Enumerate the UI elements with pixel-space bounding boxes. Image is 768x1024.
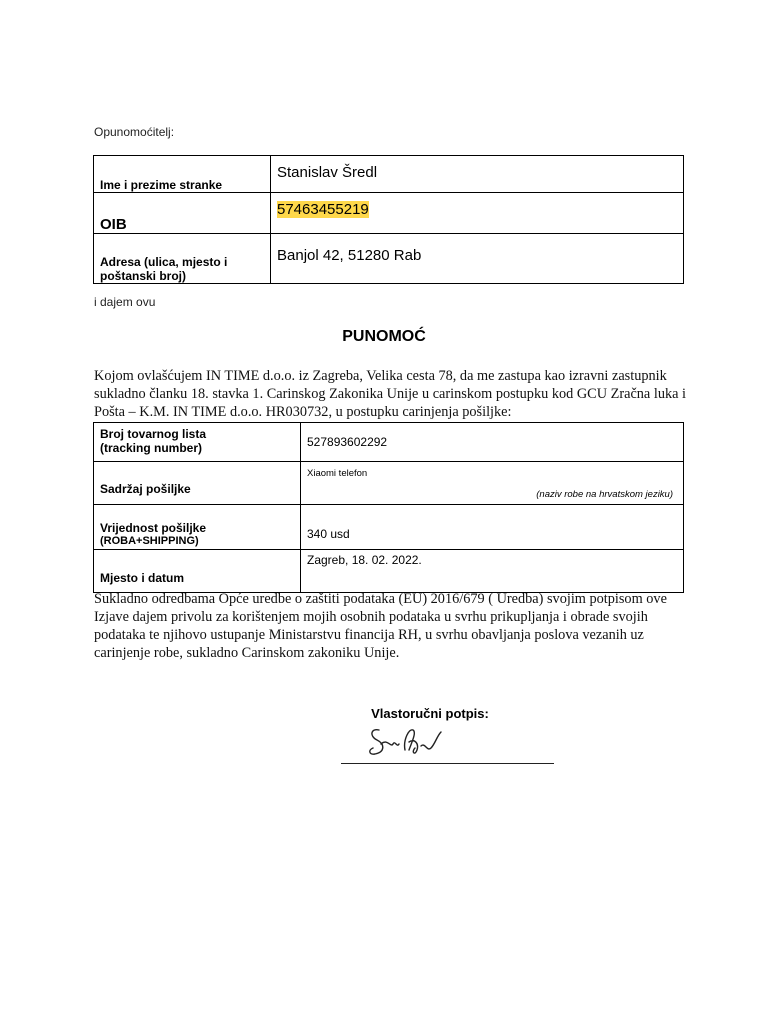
table-row	[94, 156, 684, 193]
oib-value-cell	[271, 193, 684, 234]
table-row	[94, 234, 684, 284]
name-label-cell	[94, 156, 271, 193]
consent-paragraph: Sukladno odredbama Opće uredbe o zaštiti podataka (EU) 2016/679 ( Uredba) svojim potpisom ove Izjave dajem privolu za korištenjem mojih osobnih podataka u svrhu prikupljanja i obrade svojih podataka te njihovo ustupanje Ministarstvu financija RH, u svrhu obavljanja poslova vezanih uz carinjenje robe, sukladno Carinskom zakoniku Unije.	[94, 591, 667, 661]
place-date-label-cell	[94, 550, 301, 593]
document-title: PUNOMOĆ	[342, 328, 426, 345]
tracking-value: 527893602292	[307, 435, 388, 449]
table-row	[94, 550, 684, 593]
tracking-value-cell	[301, 423, 684, 462]
table-row	[94, 193, 684, 234]
tracking-label-cell	[94, 423, 301, 462]
content-value-cell	[301, 462, 684, 505]
place-date-label: Mjesto i datum	[100, 571, 185, 585]
handwritten-signature	[365, 722, 455, 764]
intro-text: i dajem ovu	[94, 295, 156, 309]
name-value: Stanislav Šredl	[277, 164, 378, 181]
oib-label-cell	[94, 193, 271, 234]
address-value-cell	[271, 234, 684, 284]
signature-line	[341, 763, 554, 764]
place-date-value: Zagreb, 18. 02. 2022.	[307, 553, 422, 567]
value-value-cell	[301, 505, 684, 550]
content-label: Sadržaj pošiljke	[100, 482, 191, 496]
table-row	[94, 462, 684, 505]
value-label: Vrijednost pošiljke	[100, 521, 207, 535]
address-label: Adresa (ulica, mjesto i poštanski broj)	[100, 255, 228, 283]
shipment-table	[93, 422, 684, 593]
content-note: (naziv robe na hrvatskom jeziku)	[536, 489, 673, 500]
value-label-cell	[94, 505, 301, 550]
content-value: Xiaomi telefon	[307, 468, 368, 479]
oib-value: 57463455219	[277, 201, 369, 218]
place-date-value-cell	[301, 550, 684, 593]
tracking-sublabel: (tracking number)	[100, 441, 203, 455]
value-value: 340 usd	[307, 527, 350, 541]
grantor-table	[93, 155, 684, 284]
address-label-cell	[94, 234, 271, 284]
name-label: Ime i prezime stranke	[100, 178, 223, 192]
table-row	[94, 423, 684, 462]
authorization-paragraph: Kojom ovlašćujem IN TIME d.o.o. iz Zagreba, Velika cesta 78, da me zastupa kao izravni zastupnik sukladno članku 18. stavka 1. Carinskog Zakonika Unije u carinskom postupku kod GCU Zračna luka i Pošta – K.M. IN TIME d.o.o. HR030732, u postupku carinjenja pošiljke:	[94, 368, 687, 420]
oib-label: OIB	[100, 216, 127, 233]
tracking-label: Broj tovarnog lista	[100, 427, 207, 441]
name-value-cell	[271, 156, 684, 193]
table-row	[94, 505, 684, 550]
address-value: Banjol 42, 51280 Rab	[277, 247, 422, 264]
grantor-heading: Opunomoćitelj:	[94, 125, 175, 139]
content-label-cell	[94, 462, 301, 505]
value-sublabel: (ROBA+SHIPPING)	[100, 535, 199, 547]
signature-label: Vlastoručni potpis:	[371, 706, 489, 721]
